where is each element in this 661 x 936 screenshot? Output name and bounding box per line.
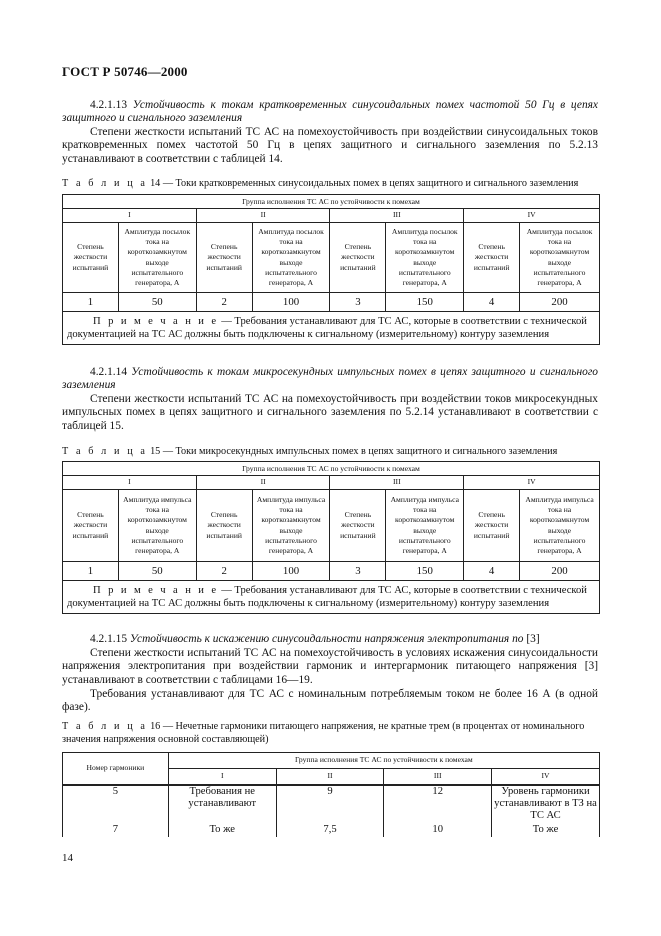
- table-cell: 1: [63, 562, 119, 581]
- table-cell: 100: [252, 293, 330, 312]
- section-15-body-1: Степени жесткости испытаний ТС АС на помехоустойчивость в условиях искажения синусоидальности напряжения электропитания при воздействии гармоник и интергармоник питающего напряжения [3] устанавливают в соответствии с таблицами 16—19.: [62, 647, 598, 686]
- table-14-col-degree: Степень жесткости испытаний: [63, 223, 119, 293]
- table-16-label: Т а б л и ц а: [62, 721, 148, 732]
- section-15-body-2: Требования устанавливают для ТС АС с номинальным потребляемым током не более 16 А (в одной фазе).: [62, 688, 598, 714]
- table-14-col-degree: Степень жесткости испытаний: [196, 223, 252, 293]
- table-16-group-iii: III: [384, 769, 492, 785]
- table-15-note-text: — Требования устанавливают для ТС АС, которые в соответствии с технической документацией на ТС АС должны быть подключены к сигнальному (измерительному) контуру заземления: [67, 585, 587, 609]
- table-cell: 2: [196, 293, 252, 312]
- table-14-group-ii: II: [196, 209, 330, 223]
- table-cell: 200: [520, 293, 600, 312]
- table-cell: 2: [196, 562, 252, 581]
- table-16-group-iv: IV: [492, 769, 600, 785]
- table-cell: 7,5: [276, 823, 384, 837]
- section-14-number: 4.2.1.14: [90, 366, 128, 378]
- table-15-col-amplitude: Амплитуда импульса тока на короткозамкнутом выходе испытательного генератора, А: [118, 490, 196, 562]
- section-13-number: 4.2.1.13: [90, 99, 128, 111]
- table-14-note: [63, 312, 600, 345]
- table-cell: 4: [464, 562, 520, 581]
- table-14-col-amplitude: Амплитуда посылок тока на короткозамкнутом выходе испытательного генератора, А: [118, 223, 196, 293]
- table-15-group-i: I: [63, 476, 197, 490]
- table-cell: То же: [168, 823, 276, 837]
- table-15-col-degree: Степень жесткости испытаний: [63, 490, 119, 562]
- table-cell: 200: [520, 562, 600, 581]
- table-15-col-amplitude: Амплитуда импульса тока на короткозамкнутом выходе испытательного генератора, А: [252, 490, 330, 562]
- table-15-note: [63, 581, 600, 614]
- table-cell: 1: [63, 293, 119, 312]
- table-row: [63, 562, 600, 581]
- section-15-number: 4.2.1.15: [90, 633, 128, 645]
- section-14-heading: [62, 366, 598, 393]
- section-14-body: Степени жесткости испытаний ТС АС на помехоустойчивость при воздействии токов микросекундных импульсных помех в цепях защитного и сигнального заземления по 5.2.14 устанавливают в соответствии с таблицей 15.: [62, 393, 598, 432]
- table-cell: 150: [386, 293, 464, 312]
- table-cell: 150: [386, 562, 464, 581]
- table-15-group-iii: III: [330, 476, 464, 490]
- table-15-col-degree: Степень жесткости испытаний: [464, 490, 520, 562]
- table-16-group-i: I: [168, 769, 276, 785]
- table-14-group-i: I: [63, 209, 197, 223]
- table-cell: Уровень гармоники устанавливают в ТЗ на ТС АС: [492, 785, 600, 823]
- section-15-ref: [3]: [526, 633, 540, 645]
- table-14: [62, 194, 600, 345]
- section-15-title: Устойчивость к искажению синусоидальности напряжения электропитания по: [129, 633, 524, 645]
- table-14-col-degree: Степень жесткости испытаний: [464, 223, 520, 293]
- table-15-group-iv: IV: [464, 476, 600, 490]
- table-cell: 3: [330, 293, 386, 312]
- table-cell: Требования не устанавливают: [168, 785, 276, 823]
- table-14-label: Т а б л и ц а: [62, 178, 148, 189]
- table-cell: 7: [63, 823, 169, 837]
- table-15-group-header: Группа исполнения ТС АС по устойчивости к помехам: [63, 462, 600, 476]
- table-14-note-text: — Требования устанавливают для ТС АС, которые в соответствии с технической документацией на ТС АС должны быть подключены к сигнальному (измерительному) контуру заземления: [67, 316, 587, 340]
- table-15-col-amplitude: Амплитуда импульса тока на короткозамкнутом выходе испытательного генератора, А: [386, 490, 464, 562]
- section-15-heading: [62, 633, 598, 646]
- table-14-caption: [62, 178, 602, 191]
- table-cell: 100: [252, 562, 330, 581]
- table-16-group-ii: II: [276, 769, 384, 785]
- table-14-caption-text: 14 — Токи кратковременных синусоидальных помех в цепях защитного и сигнального заземления: [150, 178, 579, 189]
- table-row: [63, 293, 600, 312]
- section-13-heading: [62, 99, 598, 126]
- section-14-title: Устойчивость к токам микросекундных импульсных помех в цепях защитного и сигнального заземления: [62, 366, 598, 392]
- table-16: [62, 752, 600, 837]
- table-15-caption-text: 15 — Токи микросекундных импульсных помех в цепях защитного и сигнального заземления: [150, 446, 558, 457]
- table-15-label: Т а б л и ц а: [62, 446, 148, 457]
- table-14-col-amplitude: Амплитуда посылок тока на короткозамкнутом выходе испытательного генератора, А: [386, 223, 464, 293]
- table-cell: 4: [464, 293, 520, 312]
- section-13-body: Степени жесткости испытаний ТС АС на помехоустойчивость при воздействии синусоидальных токов кратковременных помех частотой 50 Гц в цепях защитного и сигнального заземления по 5.2.13 устанавливают в соответствии с таблицей 14.: [62, 126, 598, 165]
- table-14-col-degree: Степень жесткости испытаний: [330, 223, 386, 293]
- table-14-group-header: Группа исполнения ТС АС по устойчивости к помехам: [63, 195, 600, 209]
- table-15-group-ii: II: [196, 476, 330, 490]
- table-cell: 50: [118, 562, 196, 581]
- page-number: 14: [62, 852, 73, 864]
- table-16-col-harmonic: Номер гармоники: [63, 753, 169, 785]
- document-header: ГОСТ Р 50746—2000: [62, 64, 188, 79]
- table-15-col-amplitude: Амплитуда импульса тока на короткозамкнутом выходе испытательного генератора, А: [520, 490, 600, 562]
- table-cell: 3: [330, 562, 386, 581]
- table-cell: 12: [384, 785, 492, 823]
- section-13-title: Устойчивость к токам кратковременных синусоидальных помех частотой 50 Гц в цепях защитного и сигнального заземления: [62, 99, 598, 125]
- table-15: [62, 461, 600, 614]
- table-15-col-degree: Степень жесткости испытаний: [196, 490, 252, 562]
- table-16-caption: [62, 721, 600, 746]
- table-cell: 10: [384, 823, 492, 837]
- table-15-col-degree: Степень жесткости испытаний: [330, 490, 386, 562]
- table-cell: То же: [492, 823, 600, 837]
- table-14-note-label: П р и м е ч а н и е: [93, 316, 219, 327]
- table-row: [63, 785, 600, 823]
- table-14-group-iv: IV: [464, 209, 600, 223]
- table-14-group-iii: III: [330, 209, 464, 223]
- table-16-caption-text: 16 — Нечетные гармоники питающего напряжения, не кратные трем (в процентах от номинального значения напряжения основной составляющей): [62, 721, 585, 745]
- table-row: [63, 823, 600, 837]
- table-14-col-amplitude: Амплитуда посылок тока на короткозамкнутом выходе испытательного генератора, А: [252, 223, 330, 293]
- table-cell: 5: [63, 785, 169, 823]
- table-cell: 50: [118, 293, 196, 312]
- table-cell: 9: [276, 785, 384, 823]
- table-15-note-label: П р и м е ч а н и е: [93, 585, 219, 596]
- table-14-col-amplitude: Амплитуда посылок тока на короткозамкнутом выходе испытательного генератора, А: [520, 223, 600, 293]
- table-15-caption: [62, 446, 602, 459]
- table-16-group-header: Группа исполнения ТС АС по устойчивости к помехам: [168, 753, 599, 769]
